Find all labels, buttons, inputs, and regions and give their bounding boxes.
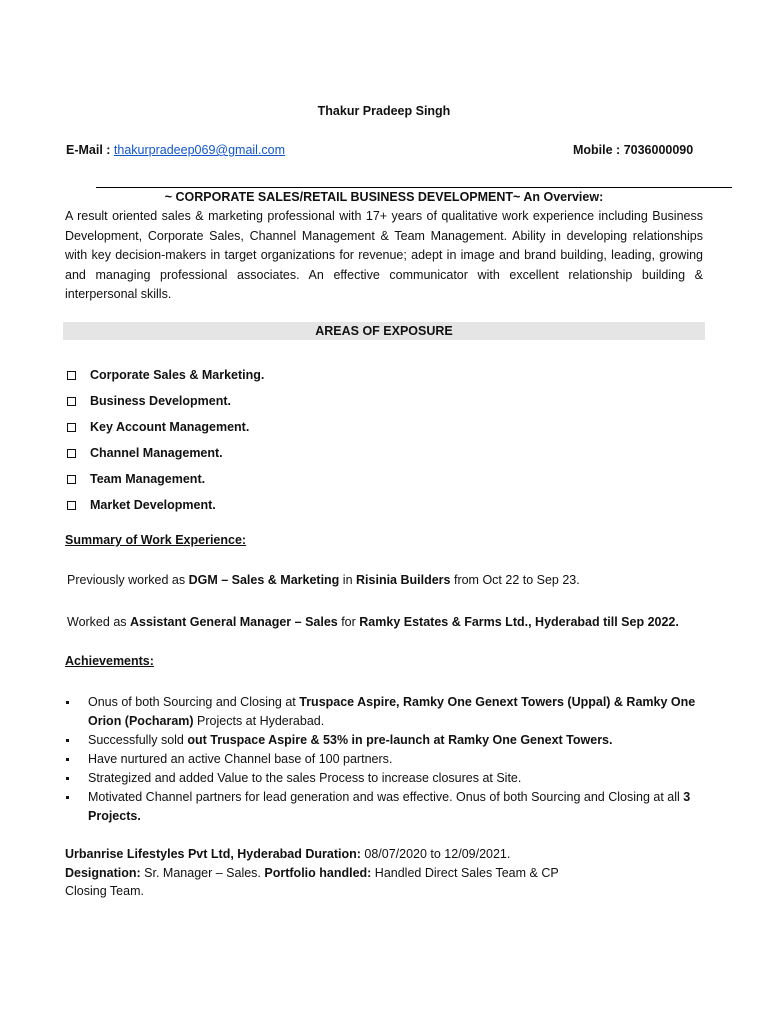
bullet-icon — [66, 758, 69, 761]
square-bullet-icon — [67, 449, 76, 458]
candidate-name: Thakur Pradeep Singh — [317, 104, 451, 118]
job-portfolio-cont-line: Closing Team. — [65, 884, 144, 898]
portfolio-label: Portfolio handled: — [264, 865, 372, 880]
job-duration: 08/07/2020 to 12/09/2021. — [360, 847, 511, 861]
list-item — [66, 492, 264, 518]
job-title: DGM – Sales & Marketing — [188, 573, 340, 587]
list-item — [66, 750, 706, 769]
square-bullet-icon — [67, 501, 76, 510]
overview-paragraph: A result oriented sales & marketing professional with 17+ years of qualitative work experience including Business Development, Corporate Sales, Channel Management & Team Management. Ability in developing relationships with key decision-makers in target organizations for revenue; adept in image and brand building, leading, growing and managing professional associates. An effective communicator with excellent relationship building & interpersonal skills. — [65, 209, 703, 301]
header-divider — [96, 187, 732, 188]
area-label: Corporate Sales & Marketing. — [90, 368, 265, 382]
list-item — [66, 466, 264, 492]
achievements-heading: Achievements: — [65, 654, 154, 668]
list-item — [66, 388, 264, 414]
text-run: Strategized and added Value to the sales Process to increase closures at Site. — [88, 771, 522, 785]
text-run: Motivated Channel partners for lead generation and was effective. Onus of both Sourcing and Closing at all — [88, 790, 684, 804]
bullet-icon — [66, 777, 69, 780]
text-run: from Oct 22 to Sep 23. — [450, 573, 580, 587]
company-name: Urbanrise Lifestyles Pvt Ltd, Hyderabad Duration: — [65, 847, 361, 861]
bullet-icon — [66, 796, 69, 799]
overview-heading-text: ~ CORPORATE SALES/RETAIL BUSINESS DEVELOPMENT~ An Overview — [164, 190, 600, 204]
work-line-2 — [67, 615, 679, 629]
area-label: Channel Management. — [90, 446, 223, 460]
email-label: E-Mail : — [66, 143, 114, 157]
work-line-1 — [67, 573, 580, 587]
bullet-icon — [66, 739, 69, 742]
text-run: Worked as — [67, 615, 130, 629]
text-run: Successfully sold — [88, 733, 188, 747]
text-run: for — [337, 615, 360, 629]
area-label: Market Development. — [90, 498, 216, 512]
list-item — [66, 414, 264, 440]
achievements-list — [66, 693, 706, 826]
list-item — [66, 731, 706, 750]
list-item — [66, 769, 706, 788]
company-name: Ramky Estates & Farms Ltd., Hyderabad till Sep 2022. — [359, 615, 679, 629]
list-item — [66, 440, 264, 466]
areas-list — [66, 362, 264, 518]
area-label: Team Management. — [90, 472, 206, 486]
square-bullet-icon — [67, 371, 76, 380]
job-entry — [65, 845, 625, 901]
portfolio-value: Handled Direct Sales Team & CP — [371, 865, 559, 880]
bullet-icon — [66, 701, 69, 704]
text-run: Previously worked as — [67, 573, 189, 587]
text-run: Have nurtured an active Channel base of 100 partners. — [88, 752, 393, 766]
text-run: in — [339, 573, 357, 587]
summary-heading: Summary of Work Experience: — [65, 533, 247, 547]
square-bullet-icon — [67, 397, 76, 406]
email-row — [66, 143, 285, 157]
text-run: Onus of both Sourcing and Closing at — [88, 695, 300, 709]
text-run-bold: out Truspace Aspire & 53% in pre-launch at Ramky One Genext Towers. — [187, 733, 613, 747]
job-designation-line — [65, 864, 625, 883]
overview-heading-colon: : — [599, 190, 604, 204]
designation-value: Sr. Manager – Sales. — [140, 865, 265, 880]
job-title: Assistant General Manager – Sales — [130, 615, 338, 629]
area-label: Key Account Management. — [90, 420, 250, 434]
mobile-number: Mobile : 7036000090 — [573, 143, 694, 157]
list-item — [66, 693, 706, 731]
email-link[interactable]: thakurpradeep069@gmail.com — [113, 143, 286, 157]
list-item — [66, 788, 706, 826]
overview-heading — [0, 190, 768, 204]
text-run-bold: 3 Projects. — [88, 790, 691, 823]
job-company-line — [65, 845, 625, 864]
designation-label: Designation: — [65, 865, 141, 880]
areas-heading: AREAS OF EXPOSURE — [63, 322, 705, 340]
square-bullet-icon — [67, 423, 76, 432]
text-run: Projects at Hyderabad. — [193, 714, 325, 728]
list-item — [66, 362, 264, 388]
company-name: Risinia Builders — [356, 573, 451, 587]
area-label: Business Development. — [90, 394, 232, 408]
text-run-bold: Truspace Aspire, Ramky One Genext Towers (Uppal) & Ramky One Orion (Pocharam) — [88, 695, 696, 728]
square-bullet-icon — [67, 475, 76, 484]
